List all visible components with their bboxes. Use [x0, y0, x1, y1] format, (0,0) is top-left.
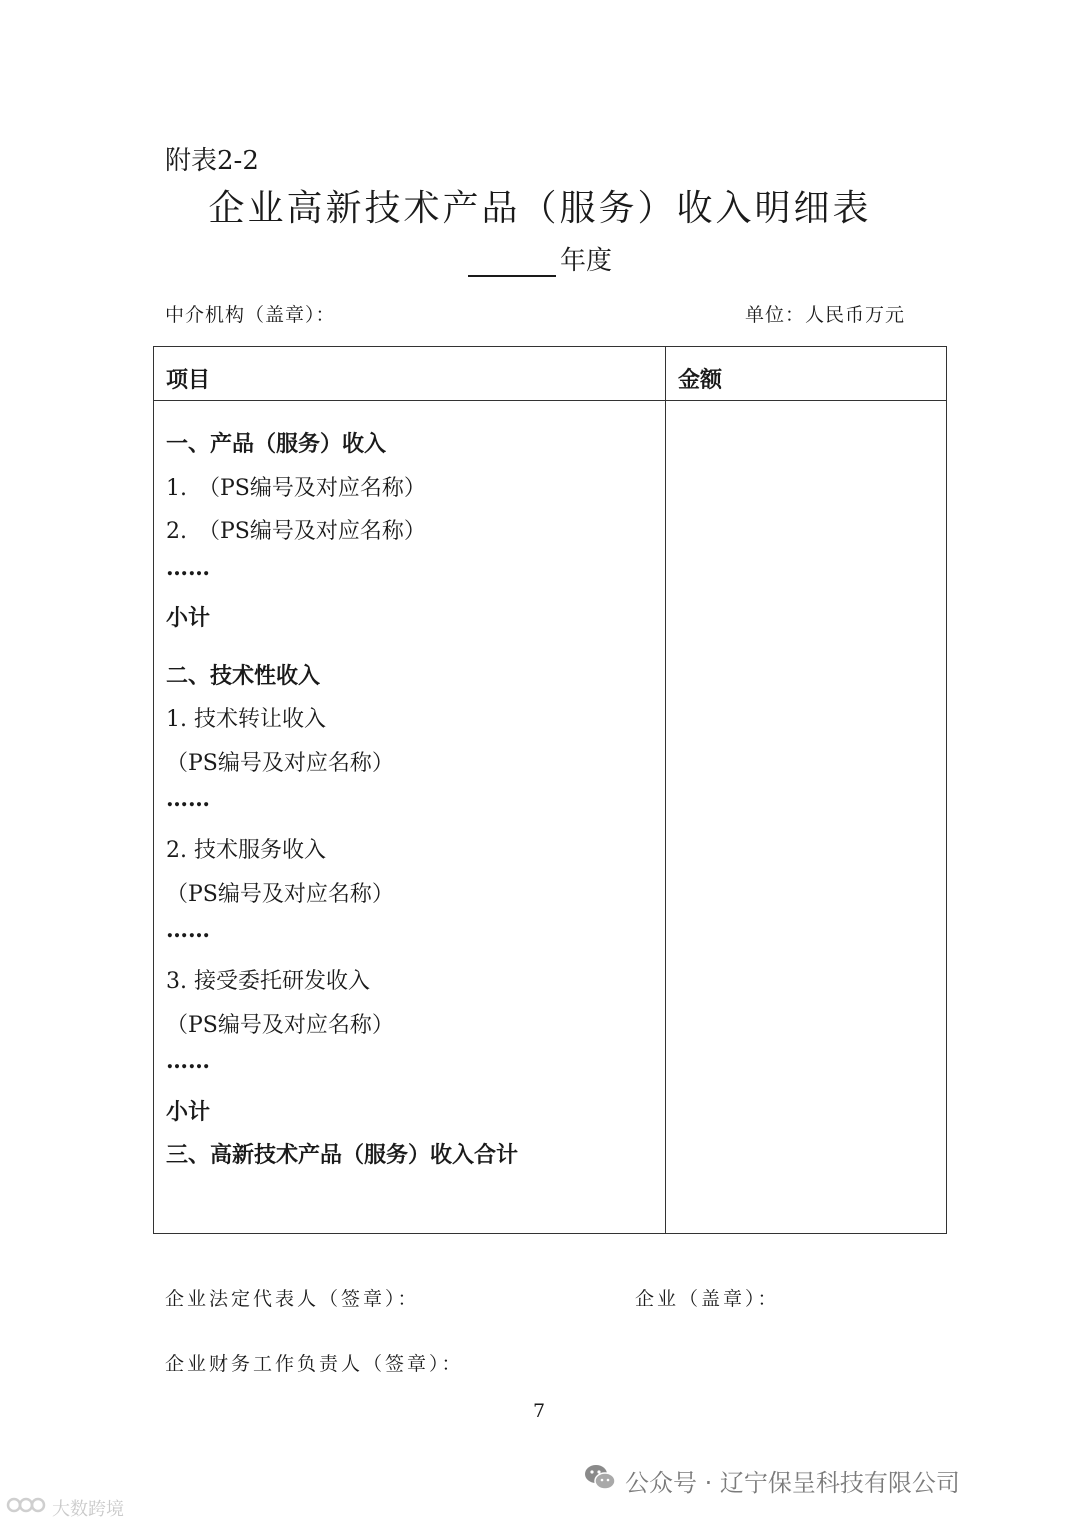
wechat-icon: [583, 1462, 617, 1498]
contract-rd-ellipsis: ……: [166, 1048, 210, 1074]
section-3-total: 三、高新技术产品（服务）收入合计: [166, 1142, 519, 1168]
brand-watermark: [6, 1494, 124, 1521]
brand-logo-icon: [6, 1494, 48, 1521]
tech-transfer-ellipsis: ……: [166, 786, 210, 812]
section-1-subtotal: 小计: [166, 605, 211, 631]
tech-transfer-label: 1. 技术转让收入: [166, 707, 326, 732]
tech-transfer-ps: （PS编号及对应名称）: [166, 751, 394, 776]
income-table: [153, 346, 947, 1234]
section-2-title: 二、技术性收入: [166, 663, 321, 689]
appendix-label: 附表2-2: [165, 146, 259, 176]
tech-service-ps: （PS编号及对应名称）: [166, 882, 394, 907]
contract-rd-ps: （PS编号及对应名称）: [166, 1013, 394, 1038]
section-1-item-2: 2. （PS编号及对应名称）: [166, 519, 426, 544]
wechat-watermark: [583, 1462, 960, 1498]
brand-watermark-text: 大数跨境: [52, 1498, 124, 1520]
agency-label: 中介机构（盖章）：: [165, 304, 336, 326]
section-1-item-1: 1. （PS编号及对应名称）: [166, 476, 426, 501]
legal-rep-signature: 企业法定代表人（签章）：: [165, 1288, 420, 1310]
contract-rd-label: 3. 接受委托研发收入: [166, 969, 370, 994]
document-title: 企业高新技术产品（服务）收入明细表: [208, 188, 872, 229]
page-number: 7: [533, 1400, 546, 1422]
finance-head-signature: 企业财务工作负责人（签章）：: [165, 1353, 464, 1375]
column-divider: [665, 347, 666, 1233]
header-divider: [154, 400, 946, 401]
unit-label: 单位：人民币万元: [745, 304, 906, 326]
section-1-ellipsis: ……: [166, 555, 210, 581]
tech-service-ellipsis: ……: [166, 917, 210, 943]
wechat-watermark-text: 公众号 · 辽宁保呈科技有限公司: [625, 1468, 960, 1497]
header-amount: 金额: [678, 367, 723, 393]
section-1-title: 一、产品（服务）收入: [166, 431, 387, 457]
year-line: [468, 240, 612, 277]
company-seal: 企业（盖章）：: [635, 1288, 780, 1310]
year-suffix: 年度: [560, 246, 613, 276]
header-item: 项目: [166, 367, 211, 393]
section-2-subtotal: 小计: [166, 1099, 211, 1125]
tech-service-label: 2. 技术服务收入: [166, 838, 326, 863]
year-blank-field: [468, 245, 556, 277]
